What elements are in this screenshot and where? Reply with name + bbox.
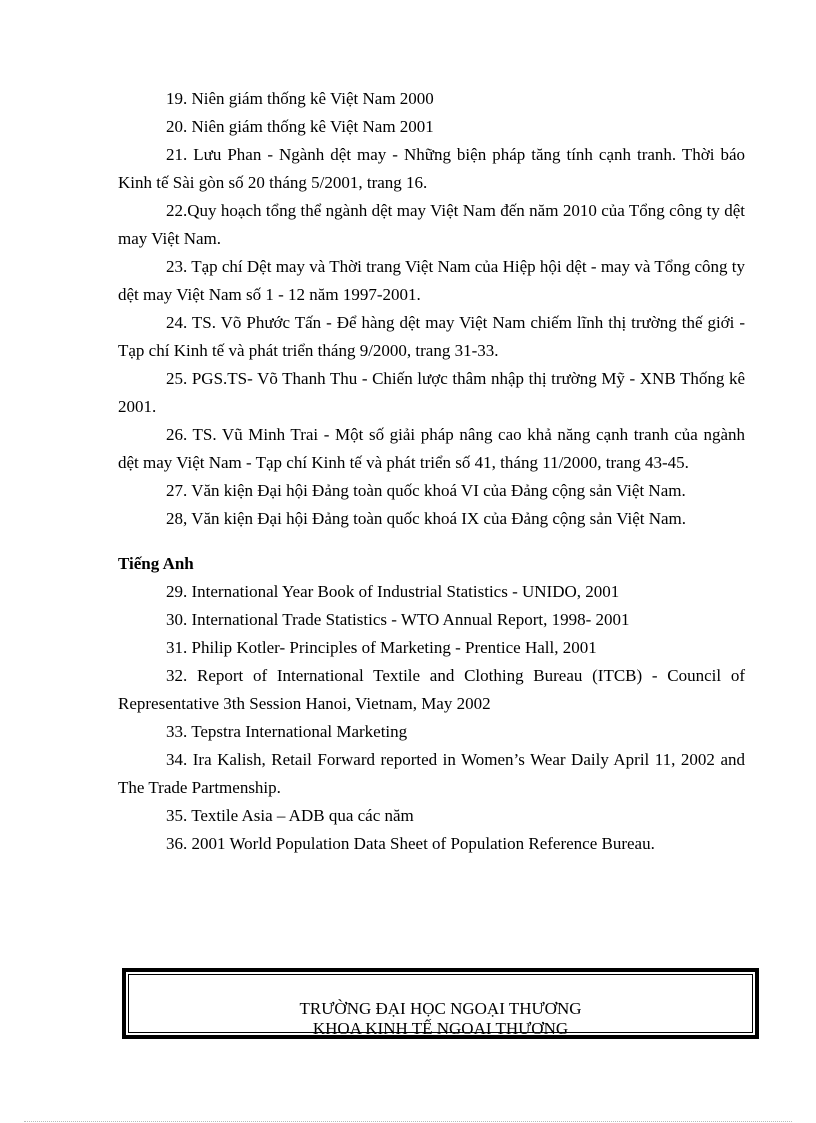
reference-item: 27. Văn kiện Đại hội Đảng toàn quốc khoá VI của Đảng cộng sản Việt Nam.	[166, 481, 686, 500]
reference-item: 31. Philip Kotler- Principles of Marketing - Prentice Hall, 2001	[166, 638, 597, 657]
reference-item: 33. Tepstra International Marketing	[166, 722, 408, 741]
reference-item: 36. 2001 World Population Data Sheet of Population Reference Bureau.	[166, 834, 655, 853]
reference-item: 25. PGS.TS- Võ Thanh Thu - Chiến lược thâm nhập thị trường Mỹ - XNB Thống kê 2001.	[118, 369, 745, 416]
section-heading-english: Tiếng Anh	[118, 554, 194, 573]
footer-frame	[122, 968, 759, 1039]
reference-item: 32. Report of International Textile and Clothing Bureau (ITCB) - Council of Representative 3th Session Hanoi, Vietnam, May 2002	[118, 666, 745, 713]
reference-item: 34. Ira Kalish, Retail Forward reported in Women’s Wear Daily April 11, 2002 and The Trade Partmenship.	[118, 750, 745, 797]
reference-item: 22.Quy hoạch tổng thể ngành dệt may Việt Nam đến năm 2010 của Tổng công ty dệt may Việt Nam.	[118, 201, 745, 248]
footer-inner-frame	[128, 974, 753, 1038]
references-english	[118, 578, 745, 858]
page-bottom-divider	[24, 1121, 792, 1122]
reference-item: 24. TS. Võ Phước Tấn - Để hàng dệt may Việt Nam chiếm lĩnh thị trường thế giới - Tạp chí Kinh tế và phát triển tháng 9/2000, trang 31-33.	[118, 313, 745, 360]
reference-item: 20. Niên giám thống kê Việt Nam 2001	[166, 117, 434, 136]
reference-item: 29. International Year Book of Industrial Statistics - UNIDO, 2001	[166, 582, 620, 601]
reference-item: 21. Lưu Phan - Ngành dệt may - Những biện pháp tăng tính cạnh tranh. Thời báo Kinh tế Sài gòn số 20 tháng 5/2001, trang 16.	[118, 145, 745, 192]
reference-item: 23. Tạp chí Dệt may và Thời trang Việt Nam của Hiệp hội dệt - may và Tổng công ty dệt may Việt Nam số 1 - 12 năm 1997-2001.	[118, 257, 745, 304]
reference-item: 26. TS. Vũ Minh Trai - Một số giải pháp nâng cao khả năng cạnh tranh của ngành dệt may Việt Nam - Tạp chí Kinh tế và phát triển số 41, tháng 11/2000, trang 43-45.	[118, 425, 745, 472]
reference-item: 19. Niên giám thống kê Việt Nam 2000	[166, 89, 434, 108]
reference-item: 30. International Trade Statistics - WTO Annual Report, 1998- 2001	[166, 610, 630, 629]
footer-university-name: TRƯỜNG ĐẠI HỌC NGOẠI THƯƠNG	[299, 999, 582, 1018]
reference-item: 28, Văn kiện Đại hội Đảng toàn quốc khoá IX của Đảng cộng sản Việt Nam.	[166, 509, 687, 528]
reference-item: 35. Textile Asia – ADB qua các năm	[166, 806, 414, 825]
references-vietnamese	[118, 85, 745, 533]
references-page	[118, 85, 745, 858]
footer-faculty-name: KHOA KINH TẾ NGOẠI THƯƠNG	[312, 1019, 569, 1038]
